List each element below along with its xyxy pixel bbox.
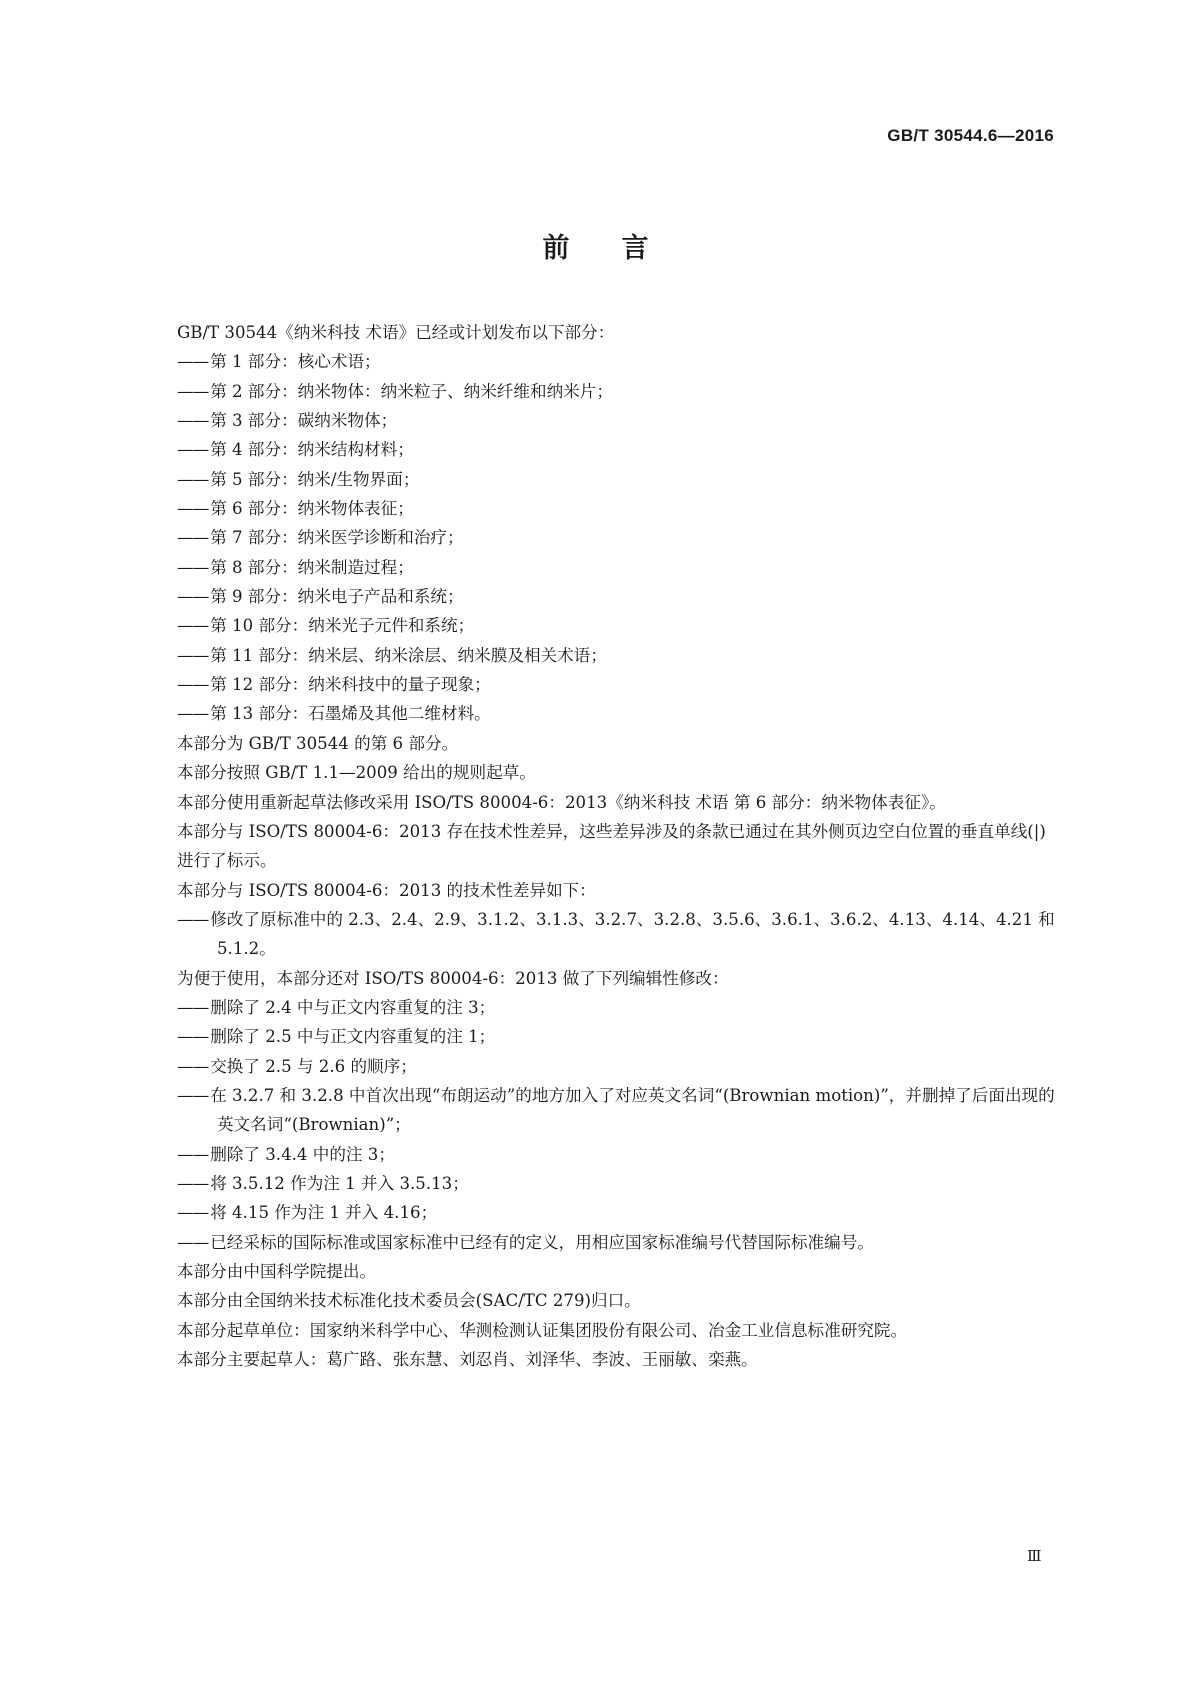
list-item-part-10: —— 第 10 部分：纳米光子元件和系统；: [136, 611, 1056, 640]
list-item-part-3: —— 第 3 部分：碳纳米物体；: [136, 406, 1056, 435]
list-item-part-2: —— 第 2 部分：纳米物体：纳米粒子、纳米纤维和纳米片；: [136, 377, 1056, 406]
list-item-part-4: —— 第 4 部分：纳米结构材料；: [136, 435, 1056, 464]
difference-intro-paragraph: 本部分与 ISO/TS 80004-6：2013 的技术性差异如下：: [177, 880, 596, 900]
editorial-intro-paragraph: 为便于使用，本部分还对 ISO/TS 80004-6：2013 做了下列编辑性修改：: [177, 968, 729, 988]
editorial-list-item: —— 删除了 3.4.4 中的注 3；: [136, 1140, 1056, 1169]
centralized-by-paragraph: 本部分由全国纳米技术标准化技术委员会(SAC/TC 279)归口。: [177, 1291, 641, 1311]
foreword-body: [136, 318, 1056, 1374]
editorial-list-item: —— 将 4.15 作为注 1 并入 4.16；: [136, 1198, 1056, 1227]
list-item-part-8: —— 第 8 部分：纳米制造过程；: [136, 553, 1056, 582]
editorial-list-item: —— 在 3.2.7 和 3.2.8 中首次出现“布朗运动”的地方加入了对应英文名词“(Brownian motion)”，并删掉了后面出现的英文名词“(Brownian)”；: [136, 1081, 1056, 1140]
page-number: Ⅲ: [1027, 1547, 1042, 1565]
list-item-part-6: —— 第 6 部分：纳米物体表征；: [136, 494, 1056, 523]
list-item-part-5: —— 第 5 部分：纳米/生物界面；: [136, 465, 1056, 494]
standard-id: GB/T 30544.6—2016: [887, 126, 1054, 145]
drafting-rules-paragraph: 本部分按照 GB/T 1.1—2009 给出的规则起草。: [177, 763, 536, 783]
editorial-list-item: —— 交换了 2.5 与 2.6 的顺序；: [136, 1052, 1056, 1081]
drafting-units-paragraph: 本部分起草单位：国家纳米科学中心、华测检测认证集团股份有限公司、冶金工业信息标准研究院。: [177, 1320, 908, 1340]
title-char-1: 前: [542, 233, 570, 264]
list-item-part-12: —— 第 12 部分：纳米科技中的量子现象；: [136, 670, 1056, 699]
list-item-part-13: —— 第 13 部分：石墨烯及其他二维材料。: [136, 699, 1056, 728]
list-item-part-1: —— 第 1 部分：核心术语；: [136, 347, 1056, 376]
difference-marking-paragraph: 本部分与 ISO/TS 80004-6：2013 存在技术性差异，这些差异涉及的条款已通过在其外侧页边空白位置的垂直单线(|)进行了标示。: [177, 821, 1046, 871]
adoption-paragraph: 本部分使用重新起草法修改采用 ISO/TS 80004-6：2013《纳米科技 术语 第 6 部分：纳米物体表征》。: [177, 792, 946, 812]
editorial-list-item: —— 删除了 2.5 中与正文内容重复的注 1；: [136, 1022, 1056, 1051]
part-of-paragraph: 本部分为 GB/T 30544 的第 6 部分。: [177, 733, 459, 753]
page-title: [0, 226, 1191, 265]
intro-paragraph: GB/T 30544《纳米科技 术语》已经或计划发布以下部分：: [177, 323, 615, 342]
proposed-by-paragraph: 本部分由中国科学院提出。: [177, 1262, 377, 1281]
difference-list-item: —— 修改了原标准中的 2.3、2.4、2.9、3.1.2、3.1.3、3.2.7、3.2.8、3.5.6、3.6.1、3.6.2、4.13、4.14、4.21 和 5.1.2。: [136, 905, 1056, 964]
list-item-part-7: —— 第 7 部分：纳米医学诊断和治疗；: [136, 523, 1056, 552]
drafters-paragraph: 本部分主要起草人：葛广路、张东慧、刘忍肖、刘泽华、李波、王丽敏、栾燕。: [177, 1350, 758, 1370]
editorial-list-item: —— 将 3.5.12 作为注 1 并入 3.5.13；: [136, 1169, 1056, 1198]
editorial-list-item: —— 删除了 2.4 中与正文内容重复的注 3；: [136, 993, 1056, 1022]
list-item-part-9: —— 第 9 部分：纳米电子产品和系统；: [136, 582, 1056, 611]
editorial-list-item: —— 已经采标的国际标准或国家标准中已经有的定义，用相应国家标准编号代替国际标准编号。: [136, 1228, 1056, 1257]
title-char-2: 言: [621, 233, 649, 264]
list-item-part-11: —— 第 11 部分：纳米层、纳米涂层、纳米膜及相关术语；: [136, 641, 1056, 670]
